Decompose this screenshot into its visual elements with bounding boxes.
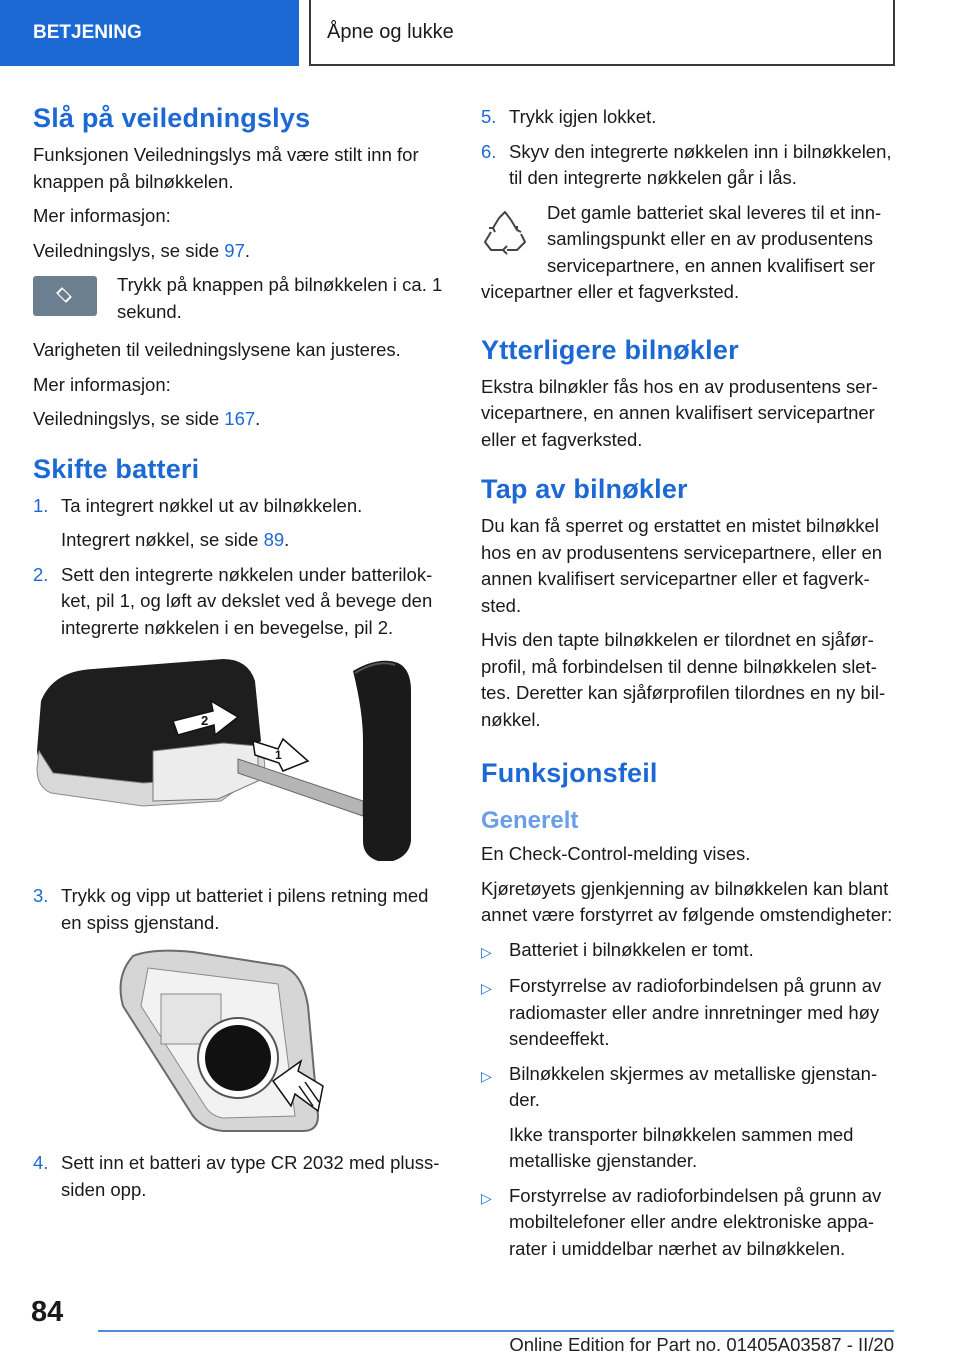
paragraph: Du kan få sperret og erstattet en mistet bilnøkkel hos en av produsentens servicepartnere, eller en annen kvalifisert servicepartner eller et fagverksted. [481, 515, 883, 616]
paragraph: Hvis den tapte bilnøkkelen er tilordnet en sjåførprofil, må forbindelsen til denne bilnøkkelen slettes. Deretter kan sjåførprofilen tilordnes en ny bilnøkkel. [481, 629, 886, 730]
paragraph: Kjøretøyets gjenkjenning av bilnøkkelen kan blant annet være forstyrret av følgende omstendigheter: [481, 877, 893, 925]
paragraph: Funksjonen Veiledningslys må være stilt inn for knappen på bilnøkkelen. [33, 144, 419, 192]
cross-reference [33, 238, 448, 265]
paragraph: Varigheten til veiledningslysene kan justeres. [33, 339, 401, 360]
recycle-text-rest: vicepartner eller et fagverksted. [481, 281, 740, 302]
recycle-icon [481, 208, 529, 256]
list-item [33, 883, 448, 936]
bullet-item [481, 973, 896, 1053]
bullet-marker: ▷ [481, 1189, 492, 1206]
heading-general: Generelt [481, 807, 579, 834]
list-item [481, 104, 896, 131]
step-number: 1. [33, 494, 49, 516]
battery-removal-figure [113, 946, 353, 1136]
reference-text: Veiledningslys, se side [33, 239, 225, 261]
reference-text: Veiledningslys, se side [33, 408, 225, 429]
note-block [33, 272, 448, 325]
heading-guide-light: Slå på veiledningslys [33, 103, 311, 133]
page-number: 84 [31, 1296, 64, 1328]
right-column [481, 104, 896, 1270]
paragraph: Mer informasjon: [33, 373, 171, 395]
step-text: Trykk igjen lokket. [509, 106, 657, 127]
key-battery-cover-figure [33, 651, 448, 869]
step-number: 2. [33, 563, 49, 585]
list-item [33, 493, 448, 520]
footer-divider [98, 1330, 894, 1332]
arrow-label-2: 2 [201, 713, 209, 728]
bullet-marker: ▷ [481, 980, 492, 996]
page-link[interactable]: 89 [263, 529, 285, 550]
step-number: 5. [481, 106, 497, 127]
step-number: 6. [481, 140, 497, 162]
footer-edition: Online Edition for Part no. 01405A03587 - II/20 [509, 1334, 894, 1355]
heading-more-keys: Ytterligere bilnøkler [481, 334, 739, 365]
section-title: BETJENING [33, 22, 142, 43]
chapter-title: Åpne og lukke [327, 20, 454, 43]
bullet-marker: ▷ [481, 943, 492, 960]
bullet-item [481, 1183, 896, 1263]
recycle-text-first: Det gamle batteriet skal leveres til et innsamlingspunkt eller en av produsentens servicepartnere, en annen kvalifisert ser [547, 201, 882, 276]
step-text: Skyv den integrerte nøkkelen inn i bilnøkkelen, til den integrerte nøkkelen går i lås. [509, 140, 892, 188]
page-link[interactable]: 167 [224, 408, 256, 429]
paragraph: Mer informasjon: [33, 205, 171, 226]
chapter-header [309, 0, 895, 66]
list-item [33, 1150, 448, 1203]
heading-lost-keys: Tap av bilnøkler [481, 474, 688, 504]
bullet-text: Forstyrrelse av radioforbindelsen på grunn av radiomaster eller andre innretninger med høy sendeeffekt. [509, 975, 882, 1049]
reference-end: . [244, 239, 250, 261]
step-number: 4. [33, 1152, 49, 1173]
bullet-item [481, 1061, 896, 1114]
cross-reference [33, 406, 448, 433]
step-text: Trykk og vipp ut batteriet i pilens retning med en spiss gjenstand. [61, 885, 429, 933]
bullet-marker: ▷ [481, 1067, 492, 1084]
reference-end: . [255, 408, 261, 429]
step-text: Sett inn et batteri av type CR 2032 med pluss-siden opp. [61, 1152, 440, 1200]
paragraph: Ekstra bilnøkler fås hos en av produsentens servicepartnere, en annen kvalifisert servicepartner eller et fagverksted. [481, 375, 878, 450]
arrow-label-1: 1 [275, 748, 282, 762]
page-link[interactable]: 97 [224, 239, 245, 261]
section-tab [0, 0, 299, 66]
recycle-note [481, 200, 896, 306]
heading-malfunction: Funksjonsfeil [481, 758, 658, 788]
bullet-subtext: Ikke transporter bilnøkkelen sammen med metalliske gjenstander. [509, 1123, 854, 1171]
step-text: Ta integrert nøkkel ut av bilnøkkelen. [61, 494, 363, 516]
guide-light-button-icon [33, 276, 97, 316]
heading-change-battery: Skifte batteri [33, 453, 200, 484]
left-column [33, 100, 448, 1211]
paragraph: En Check-Control-melding vises. [481, 843, 751, 864]
reference-text: Integrert nøkkel, se side [61, 529, 264, 550]
key-body-illustration [37, 659, 265, 806]
cross-reference [33, 527, 448, 554]
coin-battery-illustration [198, 1018, 278, 1098]
reference-end: . [284, 529, 290, 550]
recycle-text [481, 200, 896, 306]
bullet-item [481, 937, 896, 966]
list-item [33, 562, 448, 642]
step-text: Sett den integrerte nøkkelen under batterilokket, pil 1, og løft av dekslet ved å bevege den integrerte nøkkelen i en bevegelse, pil 2. [61, 563, 433, 638]
bullet-text: Bilnøkkelen skjermes av metalliske gjenstander. [509, 1062, 878, 1110]
bullet-text: Batteriet i bilnøkkelen er tomt. [509, 938, 754, 960]
note-text: Trykk på knappen på bilnøkkelen i ca. 1 sekund. [117, 274, 443, 322]
list-item [481, 139, 896, 192]
bullet-text: Forstyrrelse av radioforbindelsen på grunn av mobiltelefoner eller andre elektroniske apparater i umiddelbar nærhet av bilnøkkelen. [509, 1184, 882, 1259]
step-number: 3. [33, 885, 49, 906]
